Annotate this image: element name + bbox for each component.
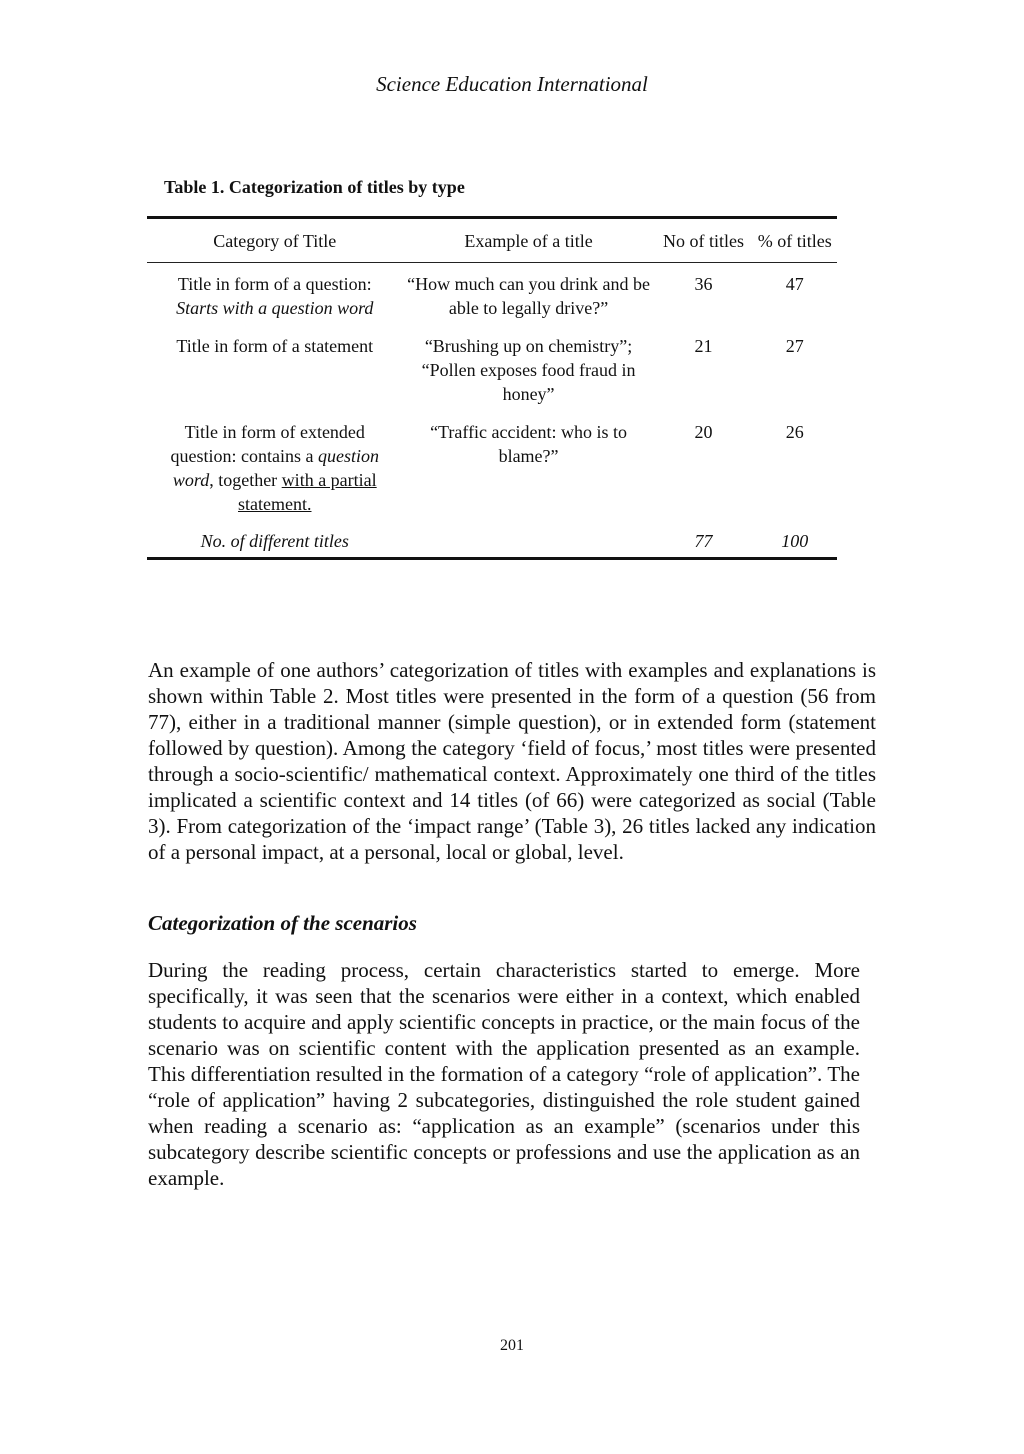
category-note: Starts with a question word — [176, 298, 374, 318]
table-header-row — [147, 218, 837, 263]
body-paragraph-1: An example of one authors’ categorization of titles with examples and explanations is shown within Table 2. Most titles were presented in the form of a question (56 from 77), either in a traditional manner (simple question), or in extended form (statement followed by question). Among the category ‘field of focus,’ most titles were presented through a socio-scientific/ mathematical context. Approximately one third of the titles implicated a scientific context and 14 titles (of 66) were categorized as social (Table 3). From categorization of the ‘impact range’ (Table 3), 26 titles lacked any indication of a personal impact, at a personal, local or global, level. — [148, 658, 876, 864]
column-header-example: Example of a title — [403, 218, 655, 263]
category-cell: Title in form of a statement — [176, 336, 374, 356]
total-example-cell — [403, 529, 655, 559]
total-label-cell: No. of different titles — [200, 531, 349, 551]
column-header-category: Category of Title — [147, 218, 403, 263]
running-header: Science Education International — [376, 72, 648, 96]
count-cell: 20 — [694, 422, 713, 442]
example-text: “Brushing up on chemistry”; — [424, 336, 633, 356]
table-row — [147, 334, 837, 420]
count-cell: 36 — [694, 274, 713, 294]
column-header-count: No of titles — [655, 218, 753, 263]
category-cell — [147, 263, 403, 335]
example-cell — [403, 334, 655, 420]
table-total-row — [147, 529, 837, 559]
example-cell: “Traffic accident: who is to blame?” — [430, 422, 628, 466]
categorization-table — [147, 216, 837, 560]
example-cell: “How much can you drink and be able to legally drive?” — [407, 274, 651, 318]
column-header-percent: % of titles — [753, 218, 837, 263]
percent-cell: 47 — [785, 274, 804, 294]
category-cell — [147, 420, 403, 529]
section-heading: Categorization of the scenarios — [148, 911, 417, 935]
percent-cell: 26 — [785, 422, 804, 442]
category-mid: , together — [209, 470, 278, 490]
table-row — [147, 420, 837, 529]
page-number: 201 — [500, 1337, 524, 1354]
category-text: Title in form of extended question: contains a — [170, 422, 365, 466]
body-paragraph-2: During the reading process, certain characteristics started to emerge. More specifically, it was seen that the scenarios were either in a context, which enabled students to acquire and apply scientific concepts in practice, or the main focus of the scenario was on scientific content with the application presented as an example. This differentiation resulted in the formation of a category “role of application”. The “role of application” having 2 subcategories, distinguished the role student gained when reading a scenario as: “application as an example” (scenarios under this subcategory describe scientific concepts or professions and use the application as an example. — [148, 958, 860, 1190]
table-caption: Table 1. Categorization of titles by type — [164, 177, 465, 197]
total-percent-cell: 100 — [781, 531, 809, 551]
table-row — [147, 263, 837, 335]
category-italic: question word — [172, 446, 379, 490]
count-cell: 21 — [694, 336, 713, 356]
category-underlined: with a partial statement. — [238, 470, 377, 514]
example-text-2: “Pollen exposes food fraud in honey” — [421, 360, 636, 404]
total-count-cell: 77 — [694, 531, 713, 551]
category-text: Title in form of a question: — [177, 274, 372, 294]
percent-cell: 27 — [785, 336, 804, 356]
